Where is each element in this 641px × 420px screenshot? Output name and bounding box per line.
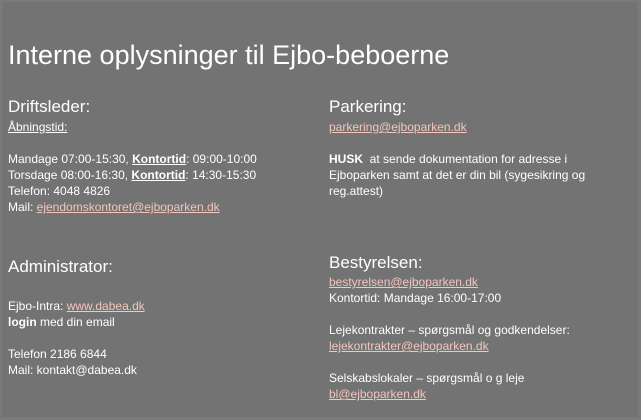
thursday-kontortid-time: : 14:30-15:30 [185, 168, 257, 182]
driftsleder-email-link[interactable]: ejendomskontoret@ejboparken.dk [36, 200, 220, 214]
login-row [8, 314, 318, 330]
driftsleder-phone: Telefon: 4048 4826 [8, 184, 111, 198]
parkering-section [329, 96, 629, 199]
administrator-heading: Administrator: [8, 257, 113, 276]
husk-text: at sende dokumentation for adresse i Ejboparken samt at det er din bil (sygesikring og reg.attest) [329, 152, 589, 198]
monday-hours [8, 151, 318, 167]
parkering-email-link[interactable]: parkering@ejboparken.dk [329, 120, 467, 134]
bestyrelsen-section [329, 252, 629, 402]
thursday-hours [8, 167, 318, 183]
login-label: login [8, 315, 37, 329]
driftsleder-heading: Driftsleder: [8, 97, 91, 116]
husk-label: HUSK [329, 152, 364, 166]
parkering-heading: Parkering: [329, 97, 407, 116]
selskabslokaler-label: Selskabslokaler – spørgsmål o g leje [329, 371, 525, 385]
selskabslokaler-email-link[interactable]: bl@ejboparken.dk [329, 387, 426, 401]
intra-link[interactable]: www.dabea.dk [66, 299, 145, 313]
bestyrelsen-heading: Bestyrelsen: [329, 253, 423, 272]
administrator-phone: Telefon 2186 6844 [8, 347, 107, 361]
thursday-kontortid-label: Kontortid [131, 168, 186, 182]
monday-hours-text: Mandage 07:00-15:30, [8, 152, 133, 166]
administrator-section [8, 256, 318, 378]
page-title: Interne oplysninger til Ejbo-beboerne [8, 40, 450, 70]
login-text: med din email [36, 315, 115, 329]
administrator-mail: Mail: kontakt@dabea.dk [8, 363, 137, 377]
intra-label: Ejbo-Intra: [8, 299, 67, 313]
lejekontrakter-label: Lejekontrakter – spørgsmål og godkendelser: [329, 323, 570, 337]
driftsleder-section [8, 96, 318, 215]
bestyrelsen-kontortid: Kontortid: Mandage 16:00-17:00 [329, 291, 502, 305]
info-panel [2, 2, 638, 417]
driftsleder-mail-label: Mail: [8, 200, 37, 214]
lejekontrakter-email-link[interactable]: lejekontrakter@ejboparken.dk [329, 339, 489, 353]
monday-kontortid-label: Kontortid [132, 152, 187, 166]
aabningstid-label: Åbningstid: [8, 120, 68, 134]
monday-kontortid-time: : 09:00-10:00 [186, 152, 257, 166]
thursday-hours-text: Torsdage 08:00-16:30, [8, 168, 132, 182]
intra-row [8, 298, 318, 314]
parkering-note [329, 151, 629, 199]
driftsleder-mail-row [8, 199, 318, 215]
bestyrelsen-email-link[interactable]: bestyrelsen@ejboparken.dk [329, 275, 478, 289]
